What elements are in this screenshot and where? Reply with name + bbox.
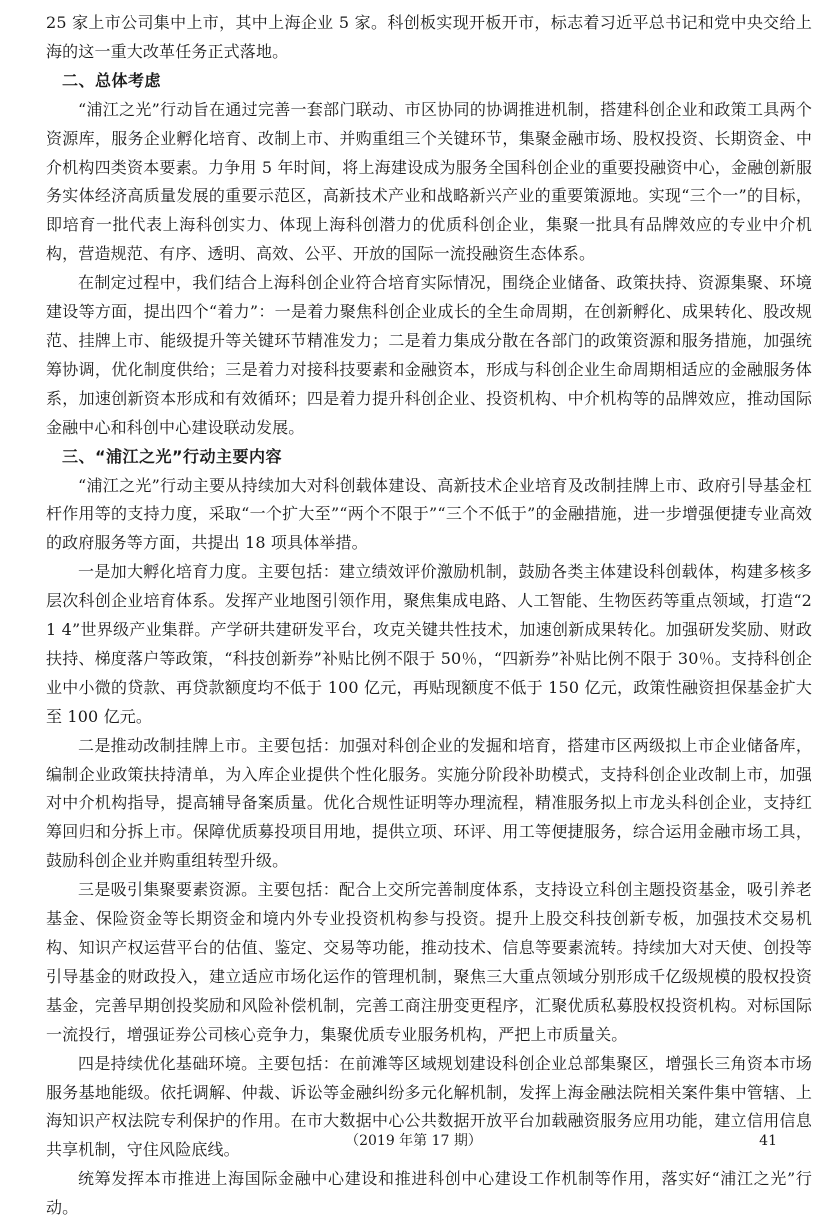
paragraph-incubation: 一是加大孵化培育力度。主要包括：建立绩效评价激励机制，鼓励各类主体建设科创载体，构建多核多层次科创企业培育体系。发挥产业地图引领作用，聚焦集成电路、人工智能、生物医药等重点领域，打造“2 1 4”世界级产业集群。产学研共建研发平台，攻克关键共性技术，加速创新成果转化。加强研发奖励、财政扶持、梯度落户等政策，“科技创新券”补贴比例不限于 50％，“四新券”补贴比例不限于 30％。支持科创企业中小微的贷款、再贷款额度均不低于 100 亿元，再贴现额度不低于 150 亿元，政策性融资担保基金扩大至 100 亿元。	[46, 562, 812, 726]
paragraph-action-goal: “浦江之光”行动旨在通过完善一套部门联动、市区协同的协调推进机制，搭建科创企业和政策工具两个资源库，服务企业孵化培育、改制上市、并购重组三个关键环节，集聚金融市场、股权投资、长期资金、中介机构四类资本要素。力争用 5 年时间，将上海建设成为服务全国科创企业的重要投融资中心，金融创新服务实体经济高质量发展的重要示范区，高新技术产业和战略新兴产业的重要策源地。实现“三个一”的目标，即培育一批代表上海科创实力、体现上海科创潜力的优质科创企业，集聚一批具有品牌效应的专业中介机构，营造规范、有序、透明、高效、公平、开放的国际一流投融资生态体系。	[46, 99, 812, 264]
paragraph-four-focuses: 在制定过程中，我们结合上海科创企业符合培育实际情况，围绕企业储备、政策扶持、资源集聚、环境建设等方面，提出四个“着力”：一是着力聚焦科创企业成长的全生命周期，在创新孵化、成果转化、股改规范、挂牌上市、能级提升等关键环节精准发力；二是着力集成分散在各部门的政策资源和服务措施，加强统筹协调，优化制度供给；三是着力对接科技要素和金融资本，形成与科创企业生命周期相适应的金融服务体系，加速创新资本形成和有效循环；四是着力提升科创企业、投资机构、中介机构等的品牌效应，推动国际金融中心和科创中心建设联动发展。	[46, 273, 812, 437]
paragraph-listing: 二是推动改制挂牌上市。主要包括：加强对科创企业的发掘和培育，搭建市区两级拟上市企业储备库，编制企业政策扶持清单，为入库企业提供个性化服务。实施分阶段补助模式，支持科创企业改制上市，加强对中介机构指导，提高辅导备案质量。优化合规性证明等办理流程，精准服务拟上市龙头科创企业，支持红筹回归和分拆上市。保障优质募投项目用地，提供立项、环评、用工等便捷服务，综合运用金融市场工具，鼓励科创企业并购重组转型升级。	[46, 735, 812, 871]
paragraph-environment: 四是持续优化基础环境。主要包括：在前滩等区域规划建设科创企业总部集聚区，增强长三角资本市场服务基地能级。依托调解、仲裁、诉讼等金融纠纷多元化解机制，发挥上海金融法院相关案件集中管辖、上海知识产权法院专利保护的作用。在市大数据中心公共数据开放平台加载融资服务应用功能，建立信用信息共享机制，守住风险底线。	[46, 1053, 812, 1160]
paragraph-resources: 三是吸引集聚要素资源。主要包括：配合上交所完善制度体系，支持设立科创主题投资基金，吸引养老基金、保险资金等长期资金和境内外专业投资机构参与投资。提升上股交科技创新专板，加强技术交易机构、知识产权运营平台的估值、鉴定、交易等功能，推动技术、信息等要素流转。持续加大对天使、创投等引导基金的财政投入，建立适应市场化运作的管理机制，聚焦三大重点领域分别形成千亿级规模的股权投资基金，完善早期创投奖励和风险补偿机制，完善工商注册变更程序，汇聚优质私募股权投资机构。对标国际一流投行，增强证券公司核心竞争力，集聚优质专业服务机构，严把上市质量关。	[46, 880, 812, 1044]
paragraph-intro-continuation: 25 家上市公司集中上市，其中上海企业 5 家。科创板实现开板开市，标志着习近平总书记和党中央交给上海的这一重大改革任务正式落地。	[46, 13, 812, 61]
page-number: 41	[759, 1133, 777, 1149]
document-body	[46, 9, 812, 1223]
paragraph-conclusion: 统筹发挥本市推进上海国际金融中心建设和推进科创中心建设工作机制等作用，落实好“浦江之光”行动。	[46, 1169, 812, 1218]
paragraph-main-content-summary: “浦江之光”行动主要从持续加大对科创载体建设、高新技术企业培育及改制挂牌上市、政府引导基金杠杆作用等的支持力度，采取“一个扩大至”“两个不限于”“三个不低于”的金融措施，进一步增强便捷专业高效的政府服务等方面，共提出 18 项具体举措。	[46, 475, 812, 553]
footer-issue: （2019 年第 17 期）	[345, 1133, 482, 1149]
section-heading-overall: 二、总体考虑	[62, 70, 162, 90]
section-heading-main-content: 三、“浦江之光”行动主要内容	[62, 446, 283, 466]
